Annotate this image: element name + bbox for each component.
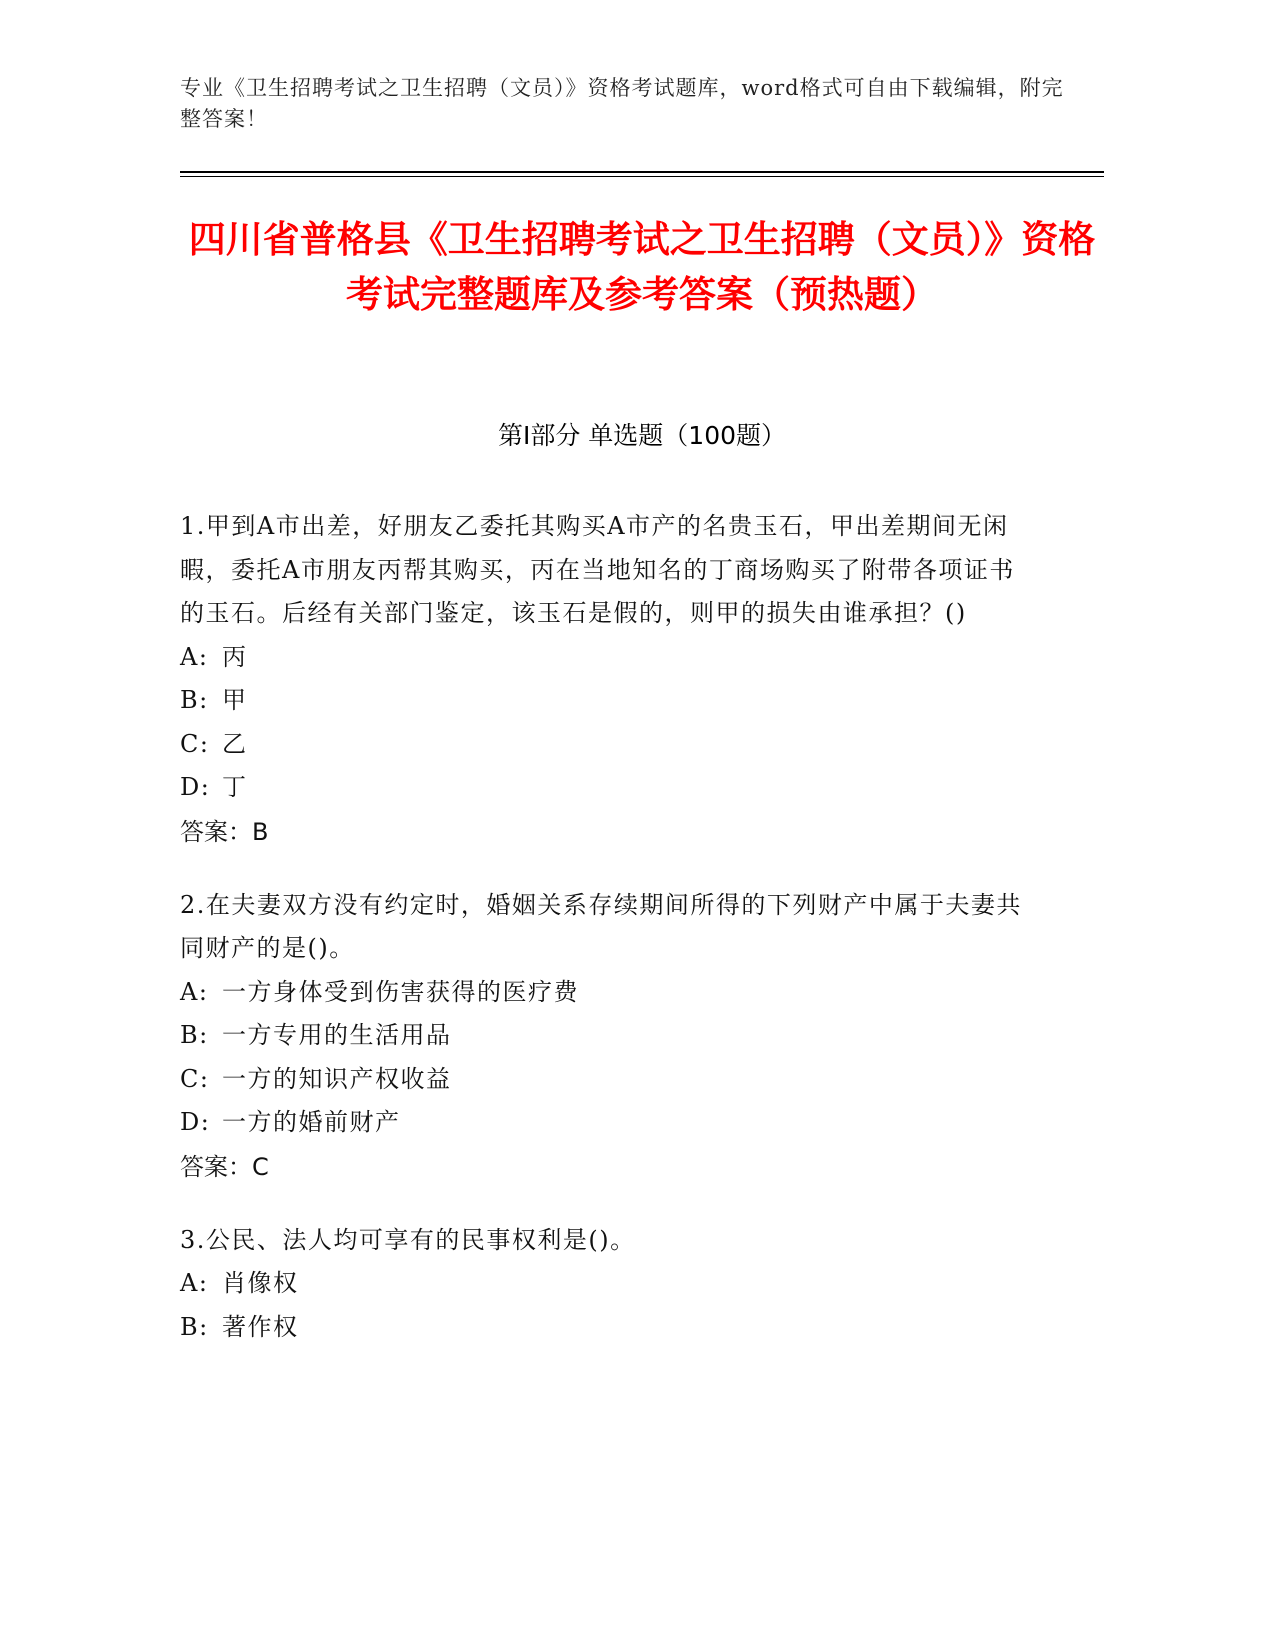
header-note: 专业《卫生招聘考试之卫生招聘（文员）》资格考试题库，word格式可自由下载编辑，附完整答案！ <box>180 76 1064 131</box>
option-text: 一方身体受到伤害获得的医疗费 <box>222 977 579 1006</box>
option-text: 著作权 <box>222 1312 299 1341</box>
header-rule-thin <box>180 176 1104 177</box>
option-b <box>180 679 1040 723</box>
option-b <box>180 1306 1040 1350</box>
question-1 <box>180 505 1040 854</box>
option-text: 丁 <box>222 773 248 801</box>
option-a <box>180 1262 1040 1306</box>
option-text: 肖像权 <box>222 1269 299 1297</box>
option-c <box>180 723 1040 767</box>
question-text: 1.甲到A市出差，好朋友乙委托其购买A市产的名贵玉石，甲出差期间无闲暇，委托A市朋友丙帮其购买，丙在当地知名的丁商场购买了附带各项证书的玉石。后经有关部门鉴定，该玉石是假的，则甲的损失由谁承担？() <box>180 512 1015 627</box>
option-text: 一方专用的生活用品 <box>222 1021 452 1049</box>
answer: 答案：B <box>180 817 269 846</box>
option-d <box>180 766 1040 810</box>
section-title: 第Ⅰ部分 单选题（100题） <box>497 421 787 450</box>
answer: 答案：C <box>180 1152 269 1181</box>
question-3 <box>180 1219 1040 1350</box>
option-key: B: <box>180 1312 209 1341</box>
option-text: 一方的婚前财产 <box>222 1108 401 1136</box>
option-d <box>180 1101 1040 1145</box>
header-rule-thick <box>180 171 1104 173</box>
question-text: 3.公民、法人均可享有的民事权利是()。 <box>180 1225 636 1254</box>
question-2 <box>180 884 1040 1189</box>
option-key: C: <box>180 729 210 758</box>
option-key: D: <box>180 773 211 801</box>
option-key: A: <box>180 977 209 1006</box>
option-key: B: <box>180 686 209 714</box>
option-c <box>180 1058 1040 1102</box>
question-text: 2.在夫妻双方没有约定时，婚姻关系存续期间所得的下列财产中属于夫妻共同财产的是()。 <box>180 890 1022 962</box>
option-b <box>180 1014 1040 1058</box>
option-key: A: <box>180 1269 209 1297</box>
option-key: C: <box>180 1064 210 1093</box>
option-key: B: <box>180 1021 209 1049</box>
option-a <box>180 971 1040 1015</box>
option-text: 乙 <box>222 729 248 758</box>
document-title: 四川省普格县《卫生招聘考试之卫生招聘（文员）》资格考试完整题库及参考答案（预热题） <box>188 218 1096 316</box>
option-text: 甲 <box>222 686 248 714</box>
option-text: 一方的知识产权收益 <box>222 1064 452 1093</box>
question-list <box>180 505 1040 1379</box>
option-text: 丙 <box>222 642 248 671</box>
option-key: D: <box>180 1108 211 1136</box>
option-a <box>180 636 1040 680</box>
option-key: A: <box>180 642 209 671</box>
